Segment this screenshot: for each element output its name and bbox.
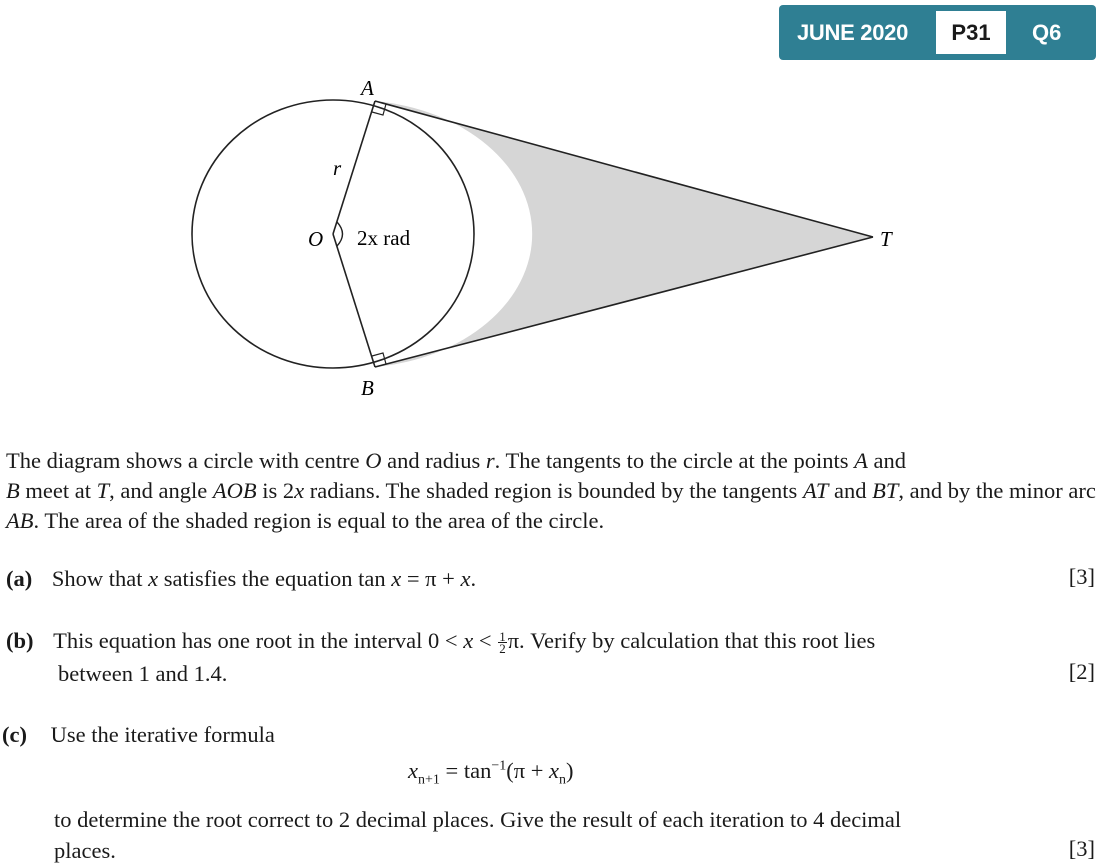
label-angle: 2x rad <box>357 226 411 250</box>
part-a <box>6 564 476 594</box>
part-b <box>6 626 875 656</box>
label-O: O <box>308 227 324 251</box>
part-c-label: (c) <box>2 722 27 747</box>
radius-OB <box>333 234 375 367</box>
part-c-text: Use the iterative formula <box>50 722 275 747</box>
badge-paper: P31 <box>936 11 1006 54</box>
label-r: r <box>333 156 342 180</box>
iterative-formula: $x_{n+1} = \tan^{-1}(\pi + x_n)$ <box>408 758 574 788</box>
part-b-label: (b) <box>6 628 34 653</box>
part-c <box>2 720 275 750</box>
shaded-region <box>375 101 873 367</box>
part-c-line4: places. <box>54 838 116 863</box>
part-b-line2: between 1 and 1.4. <box>58 661 228 686</box>
intro-paragraph: The diagram shows a circle with centre O and radius r. The tangents to the circle at the points A and B meet at T, and angle AOB is 2x radians. The shaded region is bounded by the tangents AT and BT, and by the minor arc AB. The area of the shaded region is equal to the area of the circle. <box>6 448 1096 533</box>
label-A: A <box>361 76 374 100</box>
part-a-marks: [3] <box>1068 564 1095 589</box>
part-b-text: This equation has one root in the interval 0 < x < $\frac{1}{2}$ π. Verify by calculation that this root lies <box>53 628 876 657</box>
angle-arc <box>337 222 343 246</box>
label-B: B <box>361 376 374 400</box>
badge-date: JUNE 2020 <box>797 20 909 45</box>
badge-question: Q6 <box>1032 20 1062 45</box>
part-a-label: (a) <box>6 566 33 591</box>
fraction-half: $\frac{1}{2}$ <box>499 629 506 657</box>
part-c-marks: [3] <box>1068 836 1095 861</box>
part-b-marks: [2] <box>1068 659 1095 684</box>
part-c-line3: to determine the root correct to 2 decimal places. Give the result of each iteration to 4 decimal <box>54 807 902 832</box>
part-a-text: Show that x satisfies the equation tan x = π + x. <box>51 566 477 591</box>
label-T: T <box>880 227 892 251</box>
